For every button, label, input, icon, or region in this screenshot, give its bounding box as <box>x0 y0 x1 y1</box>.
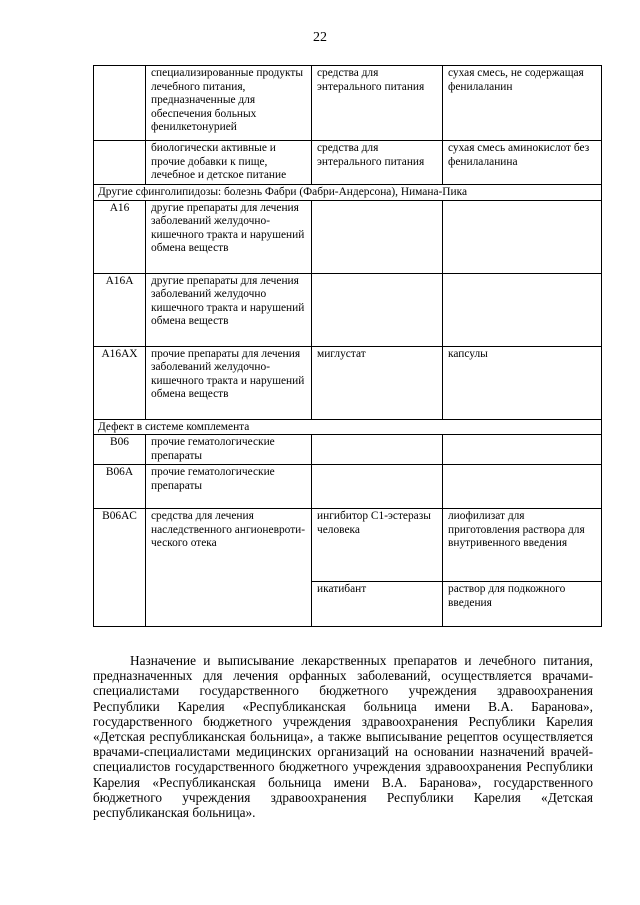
drug-cell: икатибант <box>312 582 443 627</box>
section-header: Другие сфинголипидозы: болезнь Фабри (Фабри-Андерсона), Нимана-Пика <box>94 185 602 201</box>
table-row <box>94 346 602 419</box>
drug-cell: ингибитор С1-эстеразы человека <box>312 509 443 582</box>
table-row <box>94 509 602 582</box>
drug-cell <box>312 273 443 346</box>
name-cell: другие препараты для лечения заболеваний желудочно кишечного тракта и нарушений обмена веществ <box>146 273 312 346</box>
table-row <box>94 435 602 465</box>
section-header-row <box>94 419 602 435</box>
form-cell <box>443 273 602 346</box>
form-cell <box>443 465 602 509</box>
section-header-row <box>94 185 602 201</box>
section-header: Дефект в системе комплемента <box>94 419 602 435</box>
code-cell <box>94 141 146 185</box>
form-cell: сухая смесь аминокислот без фенилаланина <box>443 141 602 185</box>
table-row <box>94 273 602 346</box>
form-cell: сухая смесь, не содержащая фенилаланин <box>443 66 602 141</box>
name-cell: прочие гематологические препараты <box>146 435 312 465</box>
drug-cell <box>312 465 443 509</box>
form-cell: лиофилизат для приготовления раствора для внутривенного введения <box>443 509 602 582</box>
drug-cell: средства для энтерального питания <box>312 66 443 141</box>
form-cell: раствор для подкожного введения <box>443 582 602 627</box>
drug-cell <box>312 200 443 273</box>
table-row <box>94 141 602 185</box>
drug-cell: средства для энтерального питания <box>312 141 443 185</box>
name-cell: прочие гематологические препараты <box>146 465 312 509</box>
table-row <box>94 200 602 273</box>
table-row <box>94 66 602 141</box>
code-cell: B06 <box>94 435 146 465</box>
drug-table <box>93 65 602 627</box>
code-cell: B06AC <box>94 509 146 627</box>
code-cell: A16 <box>94 200 146 273</box>
name-cell: другие препараты для лечения заболеваний желудочно-кишечного тракта и нарушений обмена веществ <box>146 200 312 273</box>
name-cell: биологически активные и прочие добавки к пище, лечебное и детское питание <box>146 141 312 185</box>
name-cell: средства для лечения наследственного ангионевроти-ческого отека <box>146 509 312 627</box>
table-row <box>94 465 602 509</box>
drug-cell <box>312 435 443 465</box>
code-cell: B06A <box>94 465 146 509</box>
form-cell: капсулы <box>443 346 602 419</box>
name-cell: прочие препараты для лечения заболеваний желудочно-кишечного тракта и нарушений обмена веществ <box>146 346 312 419</box>
body-paragraph: Назначение и выписывание лекарственных препаратов и лечебного питания, предназначенных для лечения орфанных заболеваний, осуществляется врачами-специалистами государственного бюджетного учреждения здравоохранения Республики Карелия «Республиканская больница имени В.А. Баранова», государственного бюджетного учреждения здравоохранения Республики Карелия «Детская республиканская больница», а также выписывание рецептов осуществляется врачами-специалистами медицинских организаций на основании назначений врачей-специалистов государственного бюджетного учреждения здравоохранения Республики Карелия «Республиканская больница имени В.А. Баранова», государственного бюджетного учреждения здравоохранения Республики Карелия «Детская республиканская больница». <box>93 653 593 821</box>
code-cell: A16AX <box>94 346 146 419</box>
form-cell <box>443 200 602 273</box>
form-cell <box>443 435 602 465</box>
code-cell <box>94 66 146 141</box>
page-number: 22 <box>313 30 327 45</box>
code-cell: A16A <box>94 273 146 346</box>
name-cell: специализированные продукты лечебного питания, предназначенные для обеспечения больных фенилкетонурией <box>146 66 312 141</box>
drug-cell: миглустат <box>312 346 443 419</box>
